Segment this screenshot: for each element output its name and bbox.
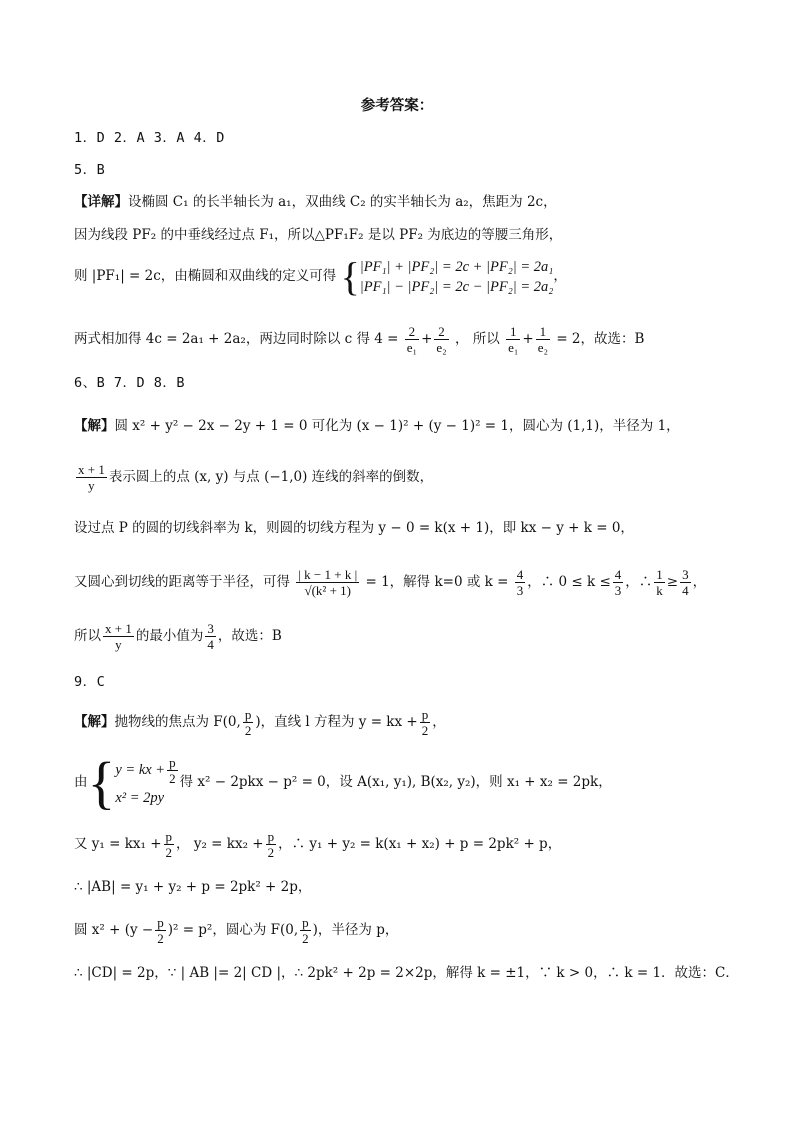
q8-text-5-mid: 的最小值为	[135, 628, 204, 644]
answer-5: 5．B	[74, 162, 106, 178]
fraction-numerator: p	[421, 707, 429, 722]
fraction	[103, 621, 134, 652]
q9-line-3	[74, 826, 754, 862]
fraction	[536, 324, 550, 355]
fraction-numerator: p	[169, 755, 176, 771]
q8-text-4-mid: = 1，解得 k=0 或 k =	[365, 574, 509, 590]
q8-tag: 【解】	[74, 418, 115, 434]
q8-text-4-mid3: ，∴	[625, 574, 653, 590]
q8-text-5: 所以	[74, 628, 101, 644]
fraction-denominator: e₁	[406, 340, 418, 355]
answer-9: 9．C	[74, 674, 106, 690]
fraction-denominator: 2	[244, 723, 252, 738]
fraction	[506, 324, 520, 355]
q5-line-1	[74, 192, 754, 212]
fraction-denominator: e₂	[436, 340, 447, 355]
fraction	[155, 915, 166, 946]
q9-tag: 【解】	[74, 714, 115, 730]
q9-text-2: 由	[74, 774, 88, 790]
fraction-denominator: 2	[421, 723, 429, 738]
fraction-denominator: 3	[516, 583, 524, 598]
fraction-numerator: 3	[207, 621, 214, 636]
q5-text-3: 则 |PF₁| = 2c，由椭圆和双曲线的定义可得	[74, 268, 337, 284]
q5-text-3-end: ，	[553, 268, 567, 284]
fraction	[434, 324, 448, 355]
fraction	[266, 829, 277, 860]
q5-tag: 【详解】	[74, 194, 128, 210]
q9-text-5: 圆 x² + (y −	[74, 922, 154, 938]
fraction	[515, 567, 526, 598]
fraction	[680, 567, 691, 598]
q8-line-1	[74, 416, 754, 436]
q5-text-4: 两式相加得 4c = 2a₁ + 2a₂，两边同时除以 c 得 4 =	[74, 331, 399, 347]
equation-system	[115, 755, 179, 810]
fraction	[205, 621, 216, 652]
fraction-denominator: √(k² + 1)	[304, 583, 351, 598]
fraction-numerator: 4	[614, 567, 622, 582]
equation-system	[360, 257, 554, 297]
q9-text-2-end: 得 x² − 2pkx − p² = 0，设 A(x₁, y₁), B(x₂, y₂)，则 x₁ + x₂ = 2pk，	[179, 774, 612, 790]
fraction-numerator: p	[244, 707, 252, 722]
q8-text-4-end: ，	[692, 574, 707, 590]
system-row-1	[115, 755, 179, 786]
fraction-numerator: p	[267, 829, 275, 844]
fraction-denominator: 4	[207, 637, 214, 652]
q5-line-2: 因为线段 PF₂ 的中垂线经过点 F₁，所以△PF₁F₂ 是以 PF₂ 为底边的等腰三角形，	[74, 227, 563, 243]
fraction-numerator: x + 1	[105, 621, 132, 636]
fraction-numerator: 3	[682, 567, 689, 582]
q5-text-4-mid: ， 所以	[455, 331, 500, 347]
q9-text-3: 又 y₁ = kx₁ +	[74, 836, 162, 852]
fraction-denominator: 2	[169, 771, 176, 787]
fraction-numerator: | k − 1 + k |	[298, 567, 358, 582]
q9-text-3-end: ，∴ y₁ + y₂ = k(x₁ + x₂) + p = 2pk² + p，	[278, 836, 562, 852]
q9-line-2	[74, 749, 754, 815]
fraction-denominator: 2	[165, 845, 173, 860]
q9-line-1	[74, 704, 754, 740]
fraction-denominator: 3	[614, 583, 622, 598]
q9-line-5	[74, 912, 754, 948]
fraction-denominator: k	[656, 583, 663, 598]
answers-6-8: 6、B 7．D 8．B	[74, 375, 186, 391]
fraction-denominator: y	[115, 637, 122, 652]
left-brace: {	[87, 749, 116, 815]
fraction-numerator: p	[302, 915, 309, 930]
fraction-denominator: y	[88, 478, 95, 493]
fraction	[167, 755, 178, 786]
q8-text-4-mid2: ，∴ 0 ≤ k ≤	[527, 574, 611, 590]
q9-text-5-mid: )² = p²，圆心为 F(0,	[167, 922, 299, 938]
q8-line-5	[74, 618, 754, 654]
q5-text-4-end: = 2，故选：B	[556, 331, 645, 347]
q8-line-3: 设过点 P 的圆的切线斜率为 k，则圆的切线方程为 y − 0 = k(x + 1)，即 kx − y + k = 0，	[74, 520, 634, 536]
q9-text-1: 抛物线的焦点为 F(0,	[114, 714, 241, 730]
fraction-numerator: 4	[516, 567, 524, 582]
fraction	[405, 324, 419, 355]
q9-line-4: ∴ |AB| = y₁ + y₂ + p = 2pk² + 2p，	[74, 879, 312, 895]
q8-text-5-end: ，故选：B	[217, 628, 282, 644]
fraction	[76, 462, 107, 493]
fraction-numerator: 2	[405, 324, 419, 340]
left-brace: {	[340, 253, 360, 299]
fraction-numerator: 1	[506, 324, 520, 340]
answers-1-4: 1．D 2．A 3．A 4．D	[74, 130, 225, 146]
fraction-denominator: 4	[682, 583, 689, 598]
fraction-denominator: 2	[302, 931, 309, 946]
fraction	[420, 707, 431, 738]
fraction-denominator: 2	[157, 931, 164, 946]
fraction	[296, 567, 359, 598]
q8-line-4	[74, 564, 754, 600]
q5-line-3	[74, 253, 754, 299]
fraction-numerator: p	[165, 829, 173, 844]
fraction-numerator: 1	[656, 567, 663, 582]
q5-line-4: 两式相加得 4c = 2a₁ + 2a₂，两边同时除以 c 得 4 = $\frac{2}{\text{e₁}}$ + $\frac{2}{\text{e₂}}$ ， 所以 $\frac{1}{\text{e₁}}$ + $\frac{1}{\text{e₂}}$ = 2，故选：B	[74, 324, 645, 355]
page-title: 参考答案：	[360, 98, 434, 114]
q8-text-2: 表示圆上的点 (x, y) 与点 (−1,0) 连线的斜率的倒数，	[108, 469, 434, 485]
system-row-1: |PF₁| + |PF₂| = 2c + |PF₂| = 2a₁	[359, 258, 554, 275]
fraction	[164, 829, 175, 860]
q8-line-2	[74, 460, 754, 494]
fraction-numerator: 1	[536, 324, 550, 340]
fraction-numerator: p	[157, 915, 164, 930]
q5-text-1: 设椭圆 C₁ 的长半轴长为 a₁，双曲线 C₂ 的实半轴长为 a₂，焦距为 2c，	[128, 194, 557, 210]
q9-text-3-mid: ， y₂ = kx₂ +	[176, 836, 264, 852]
system-row-2: x² = 2py	[115, 790, 165, 807]
fraction	[243, 707, 254, 738]
q8-text-4: 又圆心到切线的距离等于半径，可得	[74, 574, 290, 590]
fraction-denominator: e₁	[508, 340, 519, 355]
fraction	[300, 915, 311, 946]
q8-text-1: 圆 x² + y² − 2x − 2y + 1 = 0 可化为 (x − 1)² + (y − 1)² = 1，圆心为 (1,1)，半径为 1，	[114, 418, 680, 434]
fraction-numerator: x + 1	[78, 462, 105, 477]
fraction	[654, 567, 665, 598]
fraction-denominator: 2	[267, 845, 275, 860]
fraction-denominator: e₂	[537, 340, 549, 355]
q8-text-4-mid4: ≥	[666, 574, 679, 590]
system-row-1-text: y = kx +	[115, 761, 166, 778]
q9-line-6: ∴ |CD| = 2p，∵ | AB |= 2| CD |，∴ 2pk² + 2p = 2×2p，解得 k = ±1，∵ k > 0，∴ k = 1．故选：C．	[74, 965, 739, 981]
q9-text-1-end: ，	[432, 714, 446, 730]
q9-text-1-mid: )，直线 l 方程为 y = kx +	[255, 714, 418, 730]
fraction-numerator: 2	[434, 324, 448, 340]
system-row-2: |PF₁| − |PF₂| = 2c − |PF₂| = 2a₂	[359, 278, 554, 295]
fraction	[613, 567, 624, 598]
q9-text-5-end: )，半径为 p，	[312, 922, 399, 938]
